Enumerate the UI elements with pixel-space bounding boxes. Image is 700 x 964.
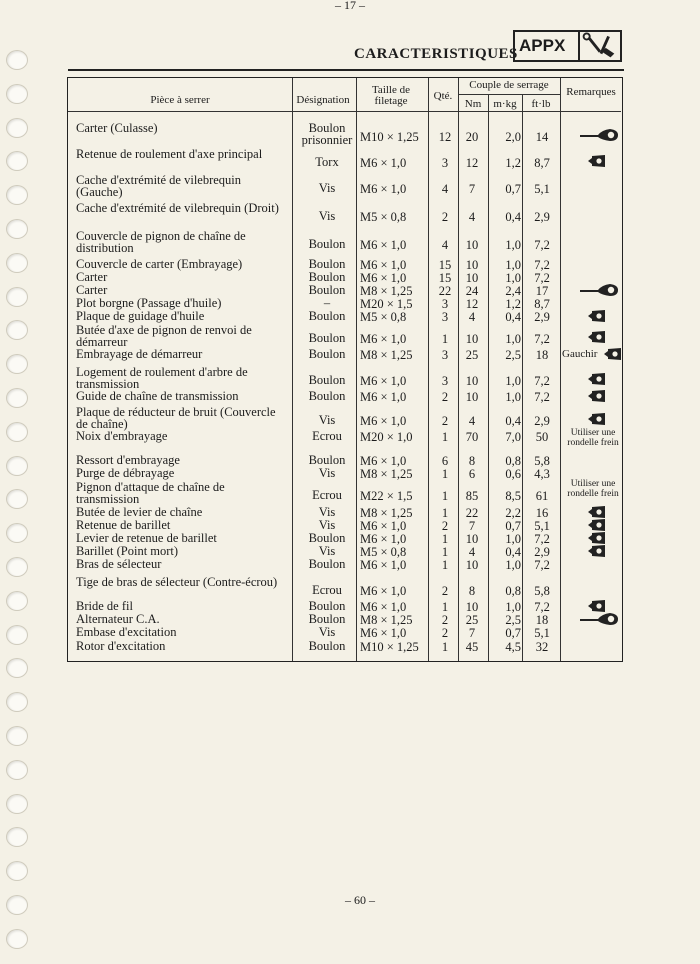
part-cell: Tige de bras de sélecteur (Contre-écrou) bbox=[76, 575, 278, 589]
binder-hole bbox=[6, 253, 28, 273]
nm-cell: 8 bbox=[468, 584, 476, 598]
nm-cell: 4 bbox=[468, 210, 476, 224]
nm-cell: 7 bbox=[468, 182, 476, 196]
nm-cell: 4 bbox=[468, 310, 476, 324]
mkg-cell: 7,0 bbox=[505, 430, 521, 444]
mkg-cell: 0,4 bbox=[505, 210, 521, 224]
oil-can-e-icon bbox=[580, 283, 620, 297]
nm-cell: 4 bbox=[468, 414, 476, 428]
ftlb-cell: 4,3 bbox=[534, 467, 550, 481]
ftlb-cell: 2,9 bbox=[534, 310, 550, 324]
size-cell: M6 × 1,0 bbox=[360, 584, 407, 598]
mkg-cell: 0,4 bbox=[505, 310, 521, 324]
mkg-cell: 0,4 bbox=[505, 545, 521, 559]
part-cell: Carter bbox=[76, 270, 108, 284]
lock-thread-icon bbox=[588, 330, 606, 344]
part-cell: Purge de débrayage bbox=[76, 466, 175, 480]
header-ftlb: ft·lb bbox=[531, 98, 551, 110]
nm-cell: 10 bbox=[465, 258, 479, 272]
mkg-cell: 0,7 bbox=[505, 626, 521, 640]
size-cell: M6 × 1,0 bbox=[360, 558, 407, 572]
ftlb-cell: 18 bbox=[535, 613, 549, 627]
size-cell: M6 × 1,0 bbox=[360, 271, 407, 285]
ftlb-cell: 7,2 bbox=[534, 558, 550, 572]
qty-cell: 22 bbox=[438, 284, 452, 298]
table-row bbox=[68, 640, 621, 653]
ftlb-cell: 7,2 bbox=[534, 374, 550, 388]
wrench-screwdriver-icon bbox=[580, 32, 620, 60]
size-cell: M6 × 1,0 bbox=[360, 258, 407, 272]
size-cell: M6 × 1,0 bbox=[360, 532, 407, 546]
designation-cell: Boulon bbox=[308, 557, 346, 571]
part-cell: Couvercle de carter (Embrayage) bbox=[76, 257, 243, 271]
header-qty: Qté. bbox=[433, 90, 453, 102]
mkg-cell: 0,7 bbox=[505, 182, 521, 196]
qty-cell: 3 bbox=[441, 297, 449, 311]
ftlb-cell: 50 bbox=[535, 430, 549, 444]
size-cell: M6 × 1,0 bbox=[360, 332, 407, 346]
table-row bbox=[68, 390, 621, 403]
nm-cell: 7 bbox=[468, 626, 476, 640]
ftlb-cell: 32 bbox=[535, 640, 549, 654]
ftlb-cell: 8,7 bbox=[534, 297, 550, 311]
table-row bbox=[68, 348, 621, 361]
size-cell: M6 × 1,0 bbox=[360, 600, 407, 614]
nm-cell: 10 bbox=[465, 532, 479, 546]
qty-cell: 15 bbox=[438, 258, 452, 272]
table-row bbox=[68, 148, 621, 174]
nm-cell: 22 bbox=[465, 506, 479, 520]
ftlb-cell: 7,2 bbox=[534, 238, 550, 252]
show-through-ghost bbox=[68, 38, 348, 64]
mkg-cell: 0,6 bbox=[505, 467, 521, 481]
top-page-number: – 17 – bbox=[335, 0, 365, 12]
designation-cell: Vis bbox=[318, 466, 336, 480]
binder-hole bbox=[6, 151, 28, 171]
part-cell: Logement de roulement d'arbre de transmission bbox=[76, 365, 248, 391]
binder-hole bbox=[6, 84, 28, 104]
size-cell: M6 × 1,0 bbox=[360, 390, 407, 404]
qty-cell: 3 bbox=[441, 310, 449, 324]
ftlb-cell: 7,2 bbox=[534, 332, 550, 346]
designation-cell: Boulon bbox=[308, 453, 346, 467]
lock-thread-icon bbox=[588, 505, 606, 519]
mkg-cell: 2,4 bbox=[505, 284, 521, 298]
nm-cell: 8 bbox=[468, 454, 476, 468]
table-row bbox=[68, 174, 621, 200]
binder-hole bbox=[6, 861, 28, 881]
ftlb-cell: 2,9 bbox=[534, 414, 550, 428]
table-row bbox=[68, 310, 621, 323]
ftlb-cell: 2,9 bbox=[534, 210, 550, 224]
binder-hole bbox=[6, 929, 28, 949]
appx-badge bbox=[513, 30, 622, 62]
part-cell: Levier de retenue de barillet bbox=[76, 531, 217, 545]
bottom-page-number: – 60 – bbox=[345, 893, 375, 907]
remark-text: Utiliser une rondelle frein bbox=[567, 479, 619, 499]
nm-cell: 7 bbox=[468, 519, 476, 533]
table-row bbox=[68, 230, 621, 256]
mkg-cell: 1,0 bbox=[505, 271, 521, 285]
ftlb-cell: 8,7 bbox=[534, 156, 550, 170]
nm-cell: 10 bbox=[465, 600, 479, 614]
part-cell: Alternateur C.A. bbox=[76, 612, 160, 626]
part-cell: Cache d'extrémité de vilebrequin (Droit) bbox=[76, 201, 279, 215]
qty-cell: 1 bbox=[441, 467, 449, 481]
binder-hole bbox=[6, 118, 28, 138]
nm-cell: 6 bbox=[468, 467, 476, 481]
part-cell: Plot borgne (Passage d'huile) bbox=[76, 296, 222, 310]
remark-text: Utiliser une rondelle frein bbox=[567, 428, 619, 448]
lock-thread-icon bbox=[604, 347, 622, 361]
table-row bbox=[68, 122, 621, 148]
nm-cell: 12 bbox=[465, 156, 479, 170]
size-cell: M8 × 1,25 bbox=[360, 284, 413, 298]
header-remarks: Remarques bbox=[566, 86, 616, 98]
designation-cell: Vis bbox=[318, 544, 336, 558]
qty-cell: 1 bbox=[441, 430, 449, 444]
nm-cell: 10 bbox=[465, 271, 479, 285]
ftlb-cell: 7,2 bbox=[534, 600, 550, 614]
qty-cell: 3 bbox=[441, 374, 449, 388]
ftlb-cell: 7,2 bbox=[534, 258, 550, 272]
part-cell: Embrayage de démarreur bbox=[76, 347, 203, 361]
binder-hole bbox=[6, 557, 28, 577]
mkg-cell: 0,8 bbox=[505, 584, 521, 598]
part-cell: Bras de sélecteur bbox=[76, 557, 162, 571]
header-torque: Couple de serrage bbox=[469, 79, 549, 91]
part-cell: Carter bbox=[76, 283, 108, 297]
designation-cell: Boulon bbox=[308, 531, 346, 545]
part-cell: Retenue de barillet bbox=[76, 518, 171, 532]
qty-cell: 2 bbox=[441, 519, 449, 533]
binder-hole bbox=[6, 219, 28, 239]
designation-cell: Vis bbox=[318, 518, 336, 532]
size-cell: M8 × 1,25 bbox=[360, 348, 413, 362]
designation-cell: Ecrou bbox=[312, 583, 342, 597]
designation-cell: Boulon bbox=[308, 237, 346, 251]
part-cell: Noix d'embrayage bbox=[76, 429, 168, 443]
binder-hole bbox=[6, 726, 28, 746]
header-nm: Nm bbox=[464, 98, 482, 110]
ftlb-cell: 5,1 bbox=[534, 182, 550, 196]
designation-cell: Boulon bbox=[308, 257, 346, 271]
oil-can-e-icon bbox=[580, 612, 620, 626]
lock-thread-icon bbox=[588, 154, 606, 168]
size-cell: M6 × 1,0 bbox=[360, 374, 407, 388]
mkg-cell: 4,5 bbox=[505, 640, 521, 654]
designation-cell: Boulon bbox=[308, 612, 346, 626]
part-cell: Couvercle de pignon de chaîne de distribution bbox=[76, 229, 246, 255]
part-cell: Guide de chaîne de transmission bbox=[76, 389, 239, 403]
designation-cell: Boulon bbox=[308, 599, 346, 613]
mkg-cell: 1,2 bbox=[505, 297, 521, 311]
size-cell: M5 × 0,8 bbox=[360, 310, 407, 324]
part-cell: Butée d'axe de pignon de renvoi de démarreur bbox=[76, 323, 252, 349]
part-cell: Plaque de guidage d'huile bbox=[76, 309, 205, 323]
mkg-cell: 1,0 bbox=[505, 374, 521, 388]
lock-thread-icon bbox=[588, 544, 606, 558]
qty-cell: 2 bbox=[441, 613, 449, 627]
table-row bbox=[68, 481, 621, 507]
size-cell: M6 × 1,0 bbox=[360, 182, 407, 196]
header-designation: Désignation bbox=[296, 94, 350, 106]
table-row bbox=[68, 202, 621, 228]
qty-cell: 3 bbox=[441, 156, 449, 170]
mkg-cell: 2,0 bbox=[505, 130, 521, 144]
nm-cell: 12 bbox=[465, 297, 479, 311]
qty-cell: 15 bbox=[438, 271, 452, 285]
part-cell: Cache d'extrémité de vilebrequin (Gauche) bbox=[76, 173, 242, 199]
lock-thread-icon bbox=[588, 309, 606, 323]
size-cell: M10 × 1,25 bbox=[360, 640, 419, 654]
ftlb-cell: 7,2 bbox=[534, 390, 550, 404]
ftlb-cell: 7,2 bbox=[534, 532, 550, 546]
mkg-cell: 0,4 bbox=[505, 414, 521, 428]
table-row bbox=[68, 626, 621, 639]
qty-cell: 1 bbox=[441, 558, 449, 572]
mkg-cell: 8,5 bbox=[505, 489, 521, 503]
binder-hole bbox=[6, 760, 28, 780]
header-part: Pièce à serrer bbox=[150, 94, 210, 106]
table-row bbox=[68, 558, 621, 571]
part-cell: Barillet (Point mort) bbox=[76, 544, 179, 558]
mkg-cell: 0,8 bbox=[505, 454, 521, 468]
mkg-cell: 1,0 bbox=[505, 332, 521, 346]
nm-cell: 45 bbox=[465, 640, 479, 654]
nm-cell: 25 bbox=[465, 348, 479, 362]
size-cell: M6 × 1,0 bbox=[360, 238, 407, 252]
size-cell: M8 × 1,25 bbox=[360, 467, 413, 481]
qty-cell: 1 bbox=[441, 545, 449, 559]
binder-hole bbox=[6, 692, 28, 712]
designation-cell: Vis bbox=[318, 209, 336, 223]
nm-cell: 20 bbox=[465, 130, 479, 144]
ftlb-cell: 5,1 bbox=[534, 519, 550, 533]
table-row bbox=[68, 467, 621, 480]
binder-hole bbox=[6, 625, 28, 645]
size-cell: M8 × 1,25 bbox=[360, 506, 413, 520]
ftlb-cell: 17 bbox=[535, 284, 549, 298]
nm-cell: 10 bbox=[465, 390, 479, 404]
designation-cell: Boulon bbox=[308, 389, 346, 403]
designation-cell: Vis bbox=[318, 181, 336, 195]
lock-thread-icon bbox=[588, 599, 606, 613]
qty-cell: 2 bbox=[441, 210, 449, 224]
appx-label: APPX bbox=[519, 36, 566, 55]
designation-cell: Boulon bbox=[308, 347, 346, 361]
qty-cell: 12 bbox=[438, 130, 452, 144]
ftlb-cell: 18 bbox=[535, 348, 549, 362]
ftlb-cell: 61 bbox=[535, 489, 549, 503]
designation-cell: Boulon bbox=[308, 270, 346, 284]
nm-cell: 10 bbox=[465, 238, 479, 252]
qty-cell: 2 bbox=[441, 390, 449, 404]
qty-cell: 4 bbox=[441, 238, 449, 252]
ftlb-cell: 7,2 bbox=[534, 271, 550, 285]
oil-can-e-icon bbox=[580, 128, 620, 142]
mkg-cell: 1,0 bbox=[505, 532, 521, 546]
designation-cell: Torx bbox=[315, 155, 339, 169]
size-cell: M6 × 1,0 bbox=[360, 626, 407, 640]
mkg-cell: 2,2 bbox=[505, 506, 521, 520]
designation-cell: Ecrou bbox=[312, 429, 342, 443]
binder-hole bbox=[6, 50, 28, 70]
header-rule bbox=[68, 69, 624, 71]
header-size: Taille de filetage bbox=[371, 84, 411, 107]
ftlb-cell: 5,8 bbox=[534, 584, 550, 598]
qty-cell: 2 bbox=[441, 626, 449, 640]
part-cell: Embase d'excitation bbox=[76, 625, 177, 639]
binder-hole bbox=[6, 354, 28, 374]
size-cell: M5 × 0,8 bbox=[360, 545, 407, 559]
qty-cell: 1 bbox=[441, 640, 449, 654]
binder-hole bbox=[6, 422, 28, 442]
designation-cell: Boulon prisonnier bbox=[301, 121, 353, 147]
binder-hole bbox=[6, 489, 28, 509]
mkg-cell: 2,5 bbox=[505, 348, 521, 362]
binder-hole bbox=[6, 287, 28, 307]
binder-hole bbox=[6, 591, 28, 611]
mkg-cell: 2,5 bbox=[505, 613, 521, 627]
mkg-cell: 1,0 bbox=[505, 600, 521, 614]
nm-cell: 10 bbox=[465, 558, 479, 572]
designation-cell: Vis bbox=[318, 625, 336, 639]
lock-thread-icon bbox=[588, 389, 606, 403]
part-cell: Carter (Culasse) bbox=[76, 121, 158, 135]
mkg-cell: 1,0 bbox=[505, 238, 521, 252]
page-title: CARACTERISTIQUES bbox=[354, 46, 518, 62]
binder-hole bbox=[6, 523, 28, 543]
part-cell: Pignon d'attaque de chaîne de transmission bbox=[76, 480, 225, 506]
remark-text: Gauchir bbox=[562, 348, 598, 360]
qty-cell: 1 bbox=[441, 506, 449, 520]
size-cell: M10 × 1,25 bbox=[360, 130, 419, 144]
nm-cell: 10 bbox=[465, 374, 479, 388]
lock-thread-icon bbox=[588, 531, 606, 545]
nm-cell: 85 bbox=[465, 489, 479, 503]
size-cell: M6 × 1,0 bbox=[360, 454, 407, 468]
size-cell: M6 × 1,0 bbox=[360, 156, 407, 170]
qty-cell: 3 bbox=[441, 348, 449, 362]
qty-cell: 1 bbox=[441, 532, 449, 546]
lock-thread-icon bbox=[588, 518, 606, 532]
designation-cell: Boulon bbox=[308, 283, 346, 297]
qty-cell: 4 bbox=[441, 182, 449, 196]
mkg-cell: 0,7 bbox=[505, 519, 521, 533]
header-mkg: m·kg bbox=[493, 98, 517, 110]
size-cell: M6 × 1,0 bbox=[360, 519, 407, 533]
designation-cell: – bbox=[323, 296, 331, 310]
ftlb-cell: 5,8 bbox=[534, 454, 550, 468]
nm-cell: 10 bbox=[465, 332, 479, 346]
size-cell: M6 × 1,0 bbox=[360, 414, 407, 428]
designation-cell: Ecrou bbox=[312, 488, 342, 502]
part-cell: Bride de fil bbox=[76, 599, 133, 613]
part-cell: Plaque de réducteur de bruit (Couvercle de chaîne) bbox=[76, 405, 276, 431]
ftlb-cell: 16 bbox=[535, 506, 549, 520]
size-cell: M5 × 0,8 bbox=[360, 210, 407, 224]
nm-cell: 25 bbox=[465, 613, 479, 627]
ftlb-cell: 5,1 bbox=[534, 626, 550, 640]
designation-cell: Boulon bbox=[308, 639, 346, 653]
mkg-cell: 1,0 bbox=[505, 258, 521, 272]
mkg-cell: 1,2 bbox=[505, 156, 521, 170]
binder-holes bbox=[6, 50, 32, 940]
designation-cell: Boulon bbox=[308, 331, 346, 345]
nm-cell: 4 bbox=[468, 545, 476, 559]
table-row bbox=[68, 428, 621, 448]
size-cell: M8 × 1,25 bbox=[360, 613, 413, 627]
binder-hole bbox=[6, 658, 28, 678]
designation-cell: Boulon bbox=[308, 373, 346, 387]
binder-hole bbox=[6, 388, 28, 408]
qty-cell: 1 bbox=[441, 332, 449, 346]
nm-cell: 24 bbox=[465, 284, 479, 298]
lock-thread-icon bbox=[588, 412, 606, 426]
part-cell: Rotor d'excitation bbox=[76, 639, 166, 653]
designation-cell: Vis bbox=[318, 505, 336, 519]
designation-cell: Boulon bbox=[308, 309, 346, 323]
binder-hole bbox=[6, 185, 28, 205]
lock-thread-icon bbox=[588, 372, 606, 386]
binder-hole bbox=[6, 794, 28, 814]
ftlb-cell: 2,9 bbox=[534, 545, 550, 559]
nm-cell: 70 bbox=[465, 430, 479, 444]
qty-cell: 2 bbox=[441, 584, 449, 598]
part-cell: Butée de levier de chaîne bbox=[76, 505, 203, 519]
size-cell: M20 × 1,0 bbox=[360, 430, 413, 444]
torque-table bbox=[67, 77, 623, 662]
mkg-cell: 1,0 bbox=[505, 558, 521, 572]
binder-hole bbox=[6, 320, 28, 340]
part-cell: Ressort d'embrayage bbox=[76, 453, 180, 467]
size-cell: M20 × 1,5 bbox=[360, 297, 413, 311]
qty-cell: 1 bbox=[441, 600, 449, 614]
designation-cell: Vis bbox=[318, 413, 336, 427]
qty-cell: 2 bbox=[441, 414, 449, 428]
mkg-cell: 1,0 bbox=[505, 390, 521, 404]
binder-hole bbox=[6, 456, 28, 476]
qty-cell: 1 bbox=[441, 489, 449, 503]
size-cell: M22 × 1,5 bbox=[360, 489, 413, 503]
part-cell: Retenue de roulement d'axe principal bbox=[76, 147, 263, 161]
ftlb-cell: 14 bbox=[535, 130, 549, 144]
binder-hole bbox=[6, 827, 28, 847]
qty-cell: 6 bbox=[441, 454, 449, 468]
